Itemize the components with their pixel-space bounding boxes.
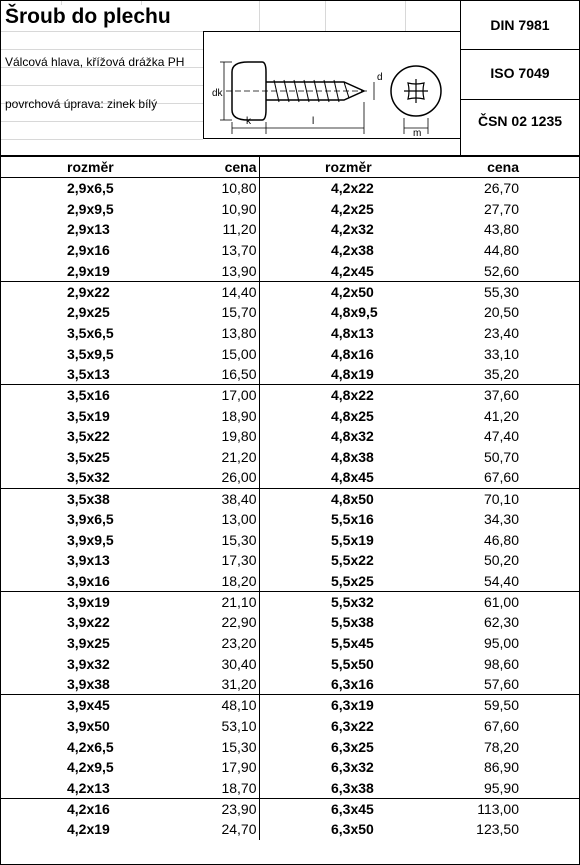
table-row (1, 633, 579, 654)
price-cell: 26,70 (483, 180, 519, 197)
spacer-cell (1, 612, 61, 633)
price-cell: 26,00 (221, 469, 257, 486)
column-header-size: rozměr (325, 157, 405, 178)
spacer-cell (521, 364, 579, 385)
table-header-row (1, 157, 579, 178)
price-cell: 70,10 (405, 488, 521, 509)
price-table-body (1, 178, 579, 840)
price-cell: 15,00 (221, 345, 257, 362)
spacer-cell (521, 529, 579, 550)
spacer-cell (1, 364, 61, 385)
price-cell: 62,30 (483, 614, 519, 631)
spacer-cell (1, 695, 61, 716)
size-cell: 3,5x38 (61, 488, 141, 509)
spacer-cell (259, 385, 325, 406)
size-cell: 4,8x32 (331, 428, 374, 445)
standards-separator (460, 49, 579, 50)
size-cell: 6,3x25 (331, 738, 374, 755)
spacer-cell (521, 240, 579, 261)
price-cell: 98,60 (483, 655, 519, 672)
table-row (1, 198, 579, 219)
size-cell: 6,3x22 (331, 717, 374, 734)
price-cell: 113,00 (405, 798, 521, 819)
spacer-cell (521, 736, 579, 757)
spacer-cell (521, 426, 579, 447)
price-cell: 13,80 (221, 324, 257, 341)
size-cell: 6,3x50 (331, 821, 374, 838)
price-cell: 47,40 (483, 428, 519, 445)
size-cell: 2,9x22 (61, 281, 141, 302)
spacer-cell (1, 385, 61, 406)
size-cell: 4,8x45 (331, 469, 374, 486)
size-cell: 3,9x16 (67, 572, 110, 589)
size-cell: 3,5x6,5 (67, 324, 114, 341)
spacer-cell (521, 571, 579, 592)
price-cell: 67,60 (483, 469, 519, 486)
spacer-cell (259, 819, 325, 840)
price-cell: 18,90 (221, 407, 257, 424)
size-cell: 2,9x9,5 (67, 200, 114, 217)
spacer-cell (259, 240, 325, 261)
spacer-cell (259, 364, 325, 385)
size-cell: 4,2x50 (325, 281, 405, 302)
price-cell: 21,10 (141, 591, 259, 612)
size-cell: 5,5x25 (331, 572, 374, 589)
standard-csn: ČSN 02 1235 (477, 113, 563, 129)
spacer-cell (1, 323, 61, 344)
table-row (1, 716, 579, 737)
size-cell: 5,5x45 (331, 635, 374, 652)
spacer-cell (521, 778, 579, 799)
spacer-cell (521, 467, 579, 488)
price-cell: 50,70 (483, 448, 519, 465)
price-cell: 23,40 (483, 324, 519, 341)
spacer-cell (1, 302, 61, 323)
gridline (1, 31, 203, 32)
price-cell: 15,30 (221, 738, 257, 755)
size-cell: 3,5x16 (61, 385, 141, 406)
spacer-cell (259, 654, 325, 675)
price-cell: 15,30 (221, 531, 257, 548)
size-cell: 2,9x6,5 (67, 180, 114, 197)
spacer-cell (1, 819, 61, 840)
price-cell: 18,70 (221, 779, 257, 796)
spacer-cell (1, 757, 61, 778)
size-cell: 4,2x6,5 (67, 738, 114, 755)
table-row (1, 736, 579, 757)
spacer-cell (259, 260, 325, 281)
size-cell: 3,9x13 (67, 552, 110, 569)
size-cell: 3,5x9,5 (67, 345, 114, 362)
price-cell: 23,90 (141, 798, 259, 819)
spacer-cell (521, 343, 579, 364)
size-cell: 5,5x16 (331, 511, 374, 528)
spacer-cell (259, 281, 325, 302)
price-cell: 16,50 (221, 365, 257, 382)
table-row (1, 819, 579, 840)
price-cell: 86,90 (483, 759, 519, 776)
spacer-cell (521, 550, 579, 571)
table-row (1, 260, 579, 281)
price-cell: 55,30 (405, 281, 521, 302)
price-cell: 61,00 (405, 591, 521, 612)
spacer-cell (259, 198, 325, 219)
price-cell: 123,50 (476, 821, 519, 838)
size-cell: 4,2x19 (67, 821, 110, 838)
screw-diagram-icon (204, 32, 460, 138)
price-cell: 23,20 (221, 635, 257, 652)
size-cell: 4,8x13 (331, 324, 374, 341)
spacer-cell (521, 178, 579, 199)
spacer-cell (1, 281, 61, 302)
spacer-cell (1, 426, 61, 447)
spacer-cell (1, 219, 61, 240)
size-cell: 3,9x32 (67, 655, 110, 672)
price-cell: 78,20 (483, 738, 519, 755)
column-header-price: cena (405, 157, 521, 178)
column-header-size: rozměr (61, 157, 141, 178)
price-cell: 24,70 (221, 821, 257, 838)
sheet-header (1, 1, 579, 156)
price-cell: 33,10 (483, 345, 519, 362)
price-cell: 10,90 (221, 200, 257, 217)
size-cell: 3,9x45 (61, 695, 141, 716)
size-cell: 2,9x25 (67, 304, 110, 321)
table-row (1, 488, 579, 509)
spacer-cell (259, 633, 325, 654)
spacer-cell (1, 198, 61, 219)
spacer-cell (259, 343, 325, 364)
spacer-cell (521, 757, 579, 778)
spacer-cell (1, 550, 61, 571)
size-cell: 6,3x16 (331, 676, 374, 693)
size-cell: 3,5x22 (67, 428, 110, 445)
spacer-cell (1, 778, 61, 799)
table-row (1, 467, 579, 488)
table-row (1, 426, 579, 447)
head-description: Válcová hlava, křížová drážka PH (5, 55, 185, 69)
price-cell: 46,80 (483, 531, 519, 548)
size-cell: 3,9x22 (67, 614, 110, 631)
spacer-cell (521, 157, 579, 178)
spacer-cell (259, 467, 325, 488)
spacer-cell (1, 798, 61, 819)
spacer-cell (521, 302, 579, 323)
spacer-cell (521, 219, 579, 240)
price-cell: 20,50 (483, 304, 519, 321)
column-header-price: cena (141, 157, 259, 178)
size-cell: 3,9x38 (67, 676, 110, 693)
table-row (1, 798, 579, 819)
spacer-cell (1, 571, 61, 592)
spacer-cell (521, 695, 579, 716)
size-cell: 5,5x32 (325, 591, 405, 612)
price-cell: 30,40 (221, 655, 257, 672)
table-row (1, 778, 579, 799)
spacer-cell (259, 157, 325, 178)
table-row (1, 757, 579, 778)
size-cell: 4,8x50 (325, 488, 405, 509)
size-cell: 6,3x19 (325, 695, 405, 716)
table-row (1, 343, 579, 364)
price-cell: 43,80 (483, 221, 519, 238)
spacer-cell (259, 674, 325, 695)
price-cell: 53,10 (221, 717, 257, 734)
spacer-cell (259, 488, 325, 509)
gridline (1, 121, 203, 122)
spacer-cell (1, 488, 61, 509)
table-row (1, 178, 579, 199)
price-cell: 67,60 (483, 717, 519, 734)
spacer-cell (521, 198, 579, 219)
price-cell: 41,20 (483, 407, 519, 424)
spacer-cell (1, 343, 61, 364)
table-row (1, 674, 579, 695)
spacer-cell (1, 178, 61, 199)
price-cell: 48,10 (141, 695, 259, 716)
spacer-cell (259, 695, 325, 716)
price-cell: 11,20 (222, 221, 257, 238)
size-cell: 4,2x45 (331, 262, 374, 279)
size-cell: 5,5x22 (331, 552, 374, 569)
gridline (325, 1, 326, 31)
size-cell: 4,8x38 (331, 448, 374, 465)
table-row (1, 571, 579, 592)
spacer-cell (521, 591, 579, 612)
size-cell: 3,9x25 (67, 635, 110, 652)
gridline (1, 139, 203, 140)
gridline (259, 1, 260, 31)
spacer-cell (259, 405, 325, 426)
spacer-cell (1, 716, 61, 737)
spacer-cell (1, 736, 61, 757)
price-cell: 21,20 (221, 448, 257, 465)
size-cell: 2,9x19 (67, 262, 110, 279)
spacer-cell (259, 716, 325, 737)
price-cell: 13,70 (221, 242, 257, 259)
spacer-cell (521, 509, 579, 530)
spacer-cell (259, 426, 325, 447)
spacer-cell (259, 447, 325, 468)
size-cell: 3,9x50 (67, 717, 110, 734)
price-cell: 50,20 (483, 552, 519, 569)
price-cell: 17,00 (141, 385, 259, 406)
price-cell: 13,90 (221, 262, 257, 279)
label-l: l (312, 116, 315, 127)
standard-din: DIN 7981 (490, 17, 550, 33)
table-row (1, 550, 579, 571)
spacer-cell (521, 674, 579, 695)
table-row (1, 385, 579, 406)
size-cell: 3,5x25 (67, 448, 110, 465)
spacer-cell (259, 798, 325, 819)
price-cell: 27,70 (483, 200, 519, 217)
spacer-cell (1, 405, 61, 426)
table-row (1, 447, 579, 468)
spacer-cell (259, 778, 325, 799)
price-cell: 14,40 (141, 281, 259, 302)
price-cell: 18,20 (221, 572, 257, 589)
spacer-cell (259, 757, 325, 778)
label-d: d (377, 72, 383, 83)
size-cell: 4,8x19 (331, 365, 374, 382)
size-cell: 3,9x9,5 (67, 531, 114, 548)
spacer-cell (1, 591, 61, 612)
spacer-cell (521, 819, 579, 840)
label-m: m (413, 128, 422, 138)
price-cell: 38,40 (141, 488, 259, 509)
price-cell: 19,80 (221, 428, 257, 445)
spacer-cell (1, 240, 61, 261)
price-cell: 44,80 (483, 242, 519, 259)
size-cell: 4,2x22 (331, 180, 374, 197)
spacer-cell (1, 467, 61, 488)
spacer-cell (1, 157, 61, 178)
spacer-cell (521, 612, 579, 633)
spacer-cell (1, 529, 61, 550)
price-cell: 31,20 (221, 676, 257, 693)
spacer-cell (259, 591, 325, 612)
size-cell: 4,2x32 (331, 221, 374, 238)
table-row (1, 219, 579, 240)
price-cell: 59,50 (405, 695, 521, 716)
spacer-cell (259, 302, 325, 323)
size-cell: 4,2x38 (331, 242, 374, 259)
spacer-cell (521, 654, 579, 675)
table-row (1, 529, 579, 550)
size-cell: 4,2x13 (67, 779, 110, 796)
size-cell: 4,8x25 (331, 407, 374, 424)
table-row (1, 240, 579, 261)
gridline (405, 1, 406, 31)
price-cell: 54,40 (483, 572, 519, 589)
spacer-cell (521, 633, 579, 654)
price-cell: 17,30 (221, 552, 257, 569)
gridline (1, 85, 203, 86)
gridline (1, 49, 203, 50)
spacer-cell (521, 281, 579, 302)
size-cell: 3,5x19 (67, 407, 110, 424)
spacer-cell (521, 716, 579, 737)
standards-separator (460, 99, 579, 100)
table-row (1, 405, 579, 426)
surface-finish: povrchová úprava: zinek bílý (5, 97, 158, 111)
price-cell: 95,90 (483, 779, 519, 796)
spacer-cell (521, 405, 579, 426)
table-row (1, 323, 579, 344)
spacer-cell (259, 612, 325, 633)
size-cell: 4,2x9,5 (67, 759, 114, 776)
price-cell: 57,60 (483, 676, 519, 693)
size-cell: 3,9x19 (61, 591, 141, 612)
price-cell: 22,90 (221, 614, 257, 631)
spacer-cell (259, 323, 325, 344)
spacer-cell (521, 323, 579, 344)
size-cell: 3,5x32 (67, 469, 110, 486)
price-cell: 34,30 (483, 511, 519, 528)
spacer-cell (259, 571, 325, 592)
size-cell: 3,5x13 (67, 365, 110, 382)
spacer-cell (259, 509, 325, 530)
spacer-cell (259, 550, 325, 571)
size-cell: 2,9x16 (67, 242, 110, 259)
table-row (1, 281, 579, 302)
label-k: k (246, 116, 251, 127)
size-cell: 6,3x38 (331, 779, 374, 796)
table-row (1, 654, 579, 675)
spacer-cell (1, 509, 61, 530)
spacer-cell (1, 674, 61, 695)
spacer-cell (259, 178, 325, 199)
price-cell: 10,80 (221, 180, 257, 197)
size-cell: 4,8x22 (325, 385, 405, 406)
size-cell: 2,9x13 (67, 221, 110, 238)
size-cell: 5,5x50 (331, 655, 374, 672)
spacer-cell (521, 488, 579, 509)
spacer-cell (1, 633, 61, 654)
price-cell: 17,90 (221, 759, 257, 776)
spacer-cell (521, 260, 579, 281)
price-cell: 13,00 (221, 511, 257, 528)
size-cell: 4,8x9,5 (331, 304, 378, 321)
table-row (1, 612, 579, 633)
spacer-cell (259, 529, 325, 550)
size-cell: 5,5x19 (331, 531, 374, 548)
standard-iso: ISO 7049 (490, 65, 550, 81)
spacer-cell (1, 447, 61, 468)
size-cell: 3,9x6,5 (67, 511, 114, 528)
size-cell: 4,8x16 (331, 345, 374, 362)
size-cell: 5,5x38 (331, 614, 374, 631)
spacer-cell (259, 219, 325, 240)
size-cell: 6,3x45 (325, 798, 405, 819)
table-row (1, 302, 579, 323)
spacer-cell (521, 385, 579, 406)
page-title: Šroub do plechu (5, 5, 171, 28)
price-cell: 37,60 (405, 385, 521, 406)
price-cell: 35,20 (483, 365, 519, 382)
label-dk: dk (212, 88, 223, 99)
spacer-cell (521, 798, 579, 819)
size-cell: 4,2x25 (331, 200, 374, 217)
price-cell: 15,70 (221, 304, 257, 321)
size-cell: 6,3x32 (331, 759, 374, 776)
table-row (1, 364, 579, 385)
table-row (1, 591, 579, 612)
price-cell: 52,60 (483, 262, 519, 279)
table-row (1, 695, 579, 716)
price-table (1, 157, 579, 840)
spacer-cell (521, 447, 579, 468)
spacer-cell (1, 260, 61, 281)
price-cell: 95,00 (483, 635, 519, 652)
spacer-cell (1, 654, 61, 675)
spacer-cell (259, 736, 325, 757)
table-row (1, 509, 579, 530)
screw-drawing (203, 31, 461, 139)
size-cell: 4,2x16 (61, 798, 141, 819)
